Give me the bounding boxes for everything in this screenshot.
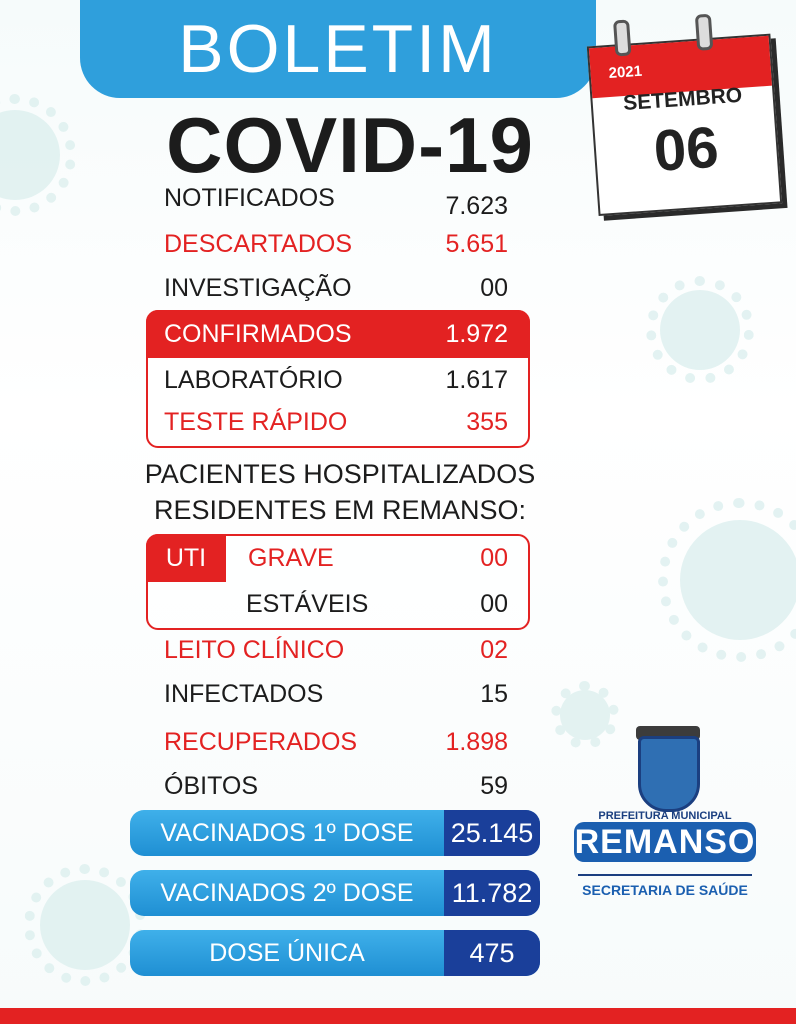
calendar-day: 06 <box>651 114 721 184</box>
stat-label: ESTÁVEIS <box>246 590 369 618</box>
stat-value: 1.972 <box>445 320 508 348</box>
stat-recuperados <box>164 724 508 760</box>
page-title: COVID-19 <box>166 101 534 189</box>
stat-confirmados <box>164 316 508 352</box>
header-title: BOLETIM <box>178 11 498 87</box>
calendar-ring-icon <box>613 19 631 56</box>
logo-city: REMANSO <box>574 823 756 861</box>
stat-grave <box>164 540 508 576</box>
stat-value: 00 <box>480 590 508 618</box>
stat-value: 1.898 <box>445 728 508 756</box>
stat-label: NOTIFICADOS <box>164 184 335 212</box>
coat-of-arms-icon <box>638 736 700 812</box>
stat-value: 00 <box>480 274 508 302</box>
stat-label: RECUPERADOS <box>164 728 358 756</box>
vaccine-single-dose-bar <box>130 930 540 976</box>
stat-label: LEITO CLÍNICO <box>164 636 345 664</box>
calendar-icon <box>586 24 778 212</box>
stat-value: 355 <box>466 408 508 436</box>
stat-value: 15 <box>480 680 508 708</box>
stat-label: GRAVE <box>248 544 334 572</box>
vaccine-label: DOSE ÚNICA <box>209 939 365 967</box>
stat-label: INFECTADOS <box>164 680 324 708</box>
logo-secretaria: SECRETARIA DE SAÚDE <box>582 882 748 898</box>
stat-value: 7.623 <box>445 192 508 220</box>
stat-label: INVESTIGAÇÃO <box>164 274 352 302</box>
hospital-title <box>110 456 570 528</box>
stat-descartados <box>164 226 508 262</box>
stat-label: TESTE RÁPIDO <box>164 408 348 436</box>
stat-value: 00 <box>480 544 508 572</box>
virus-decoration-icon <box>680 520 796 640</box>
vaccine-dose2-bar <box>130 870 540 916</box>
stat-value: 5.651 <box>445 230 508 258</box>
bottom-bar <box>0 1008 796 1024</box>
remanso-logo <box>572 726 758 906</box>
virus-decoration-icon <box>40 880 130 970</box>
uti-tag: UTI <box>146 534 226 582</box>
stat-notificados <box>164 180 508 220</box>
vaccine-dose1-bar <box>130 810 540 856</box>
stat-label: DESCARTADOS <box>164 230 353 258</box>
calendar-year: 2021 <box>608 62 643 82</box>
vaccine-label: VACINADOS 1º DOSE <box>160 819 414 847</box>
stat-label: ÓBITOS <box>164 772 259 800</box>
stat-investigacao <box>164 270 508 306</box>
stat-value: 02 <box>480 636 508 664</box>
stat-value: 59 <box>480 772 508 800</box>
hospital-title-line2: RESIDENTES EM REMANSO: <box>153 495 527 525</box>
stat-laboratorio <box>164 362 508 398</box>
logo-divider <box>578 874 752 876</box>
stat-infectados <box>164 676 508 712</box>
stat-label: LABORATÓRIO <box>164 366 343 394</box>
calendar-ring-icon <box>695 14 713 51</box>
vaccine-value: 475 <box>444 930 540 976</box>
stat-value: 1.617 <box>445 366 508 394</box>
calendar-page <box>587 34 782 216</box>
hospital-title-line1: PACIENTES HOSPITALIZADOS <box>144 459 536 489</box>
vaccine-value: 25.145 <box>444 810 540 856</box>
virus-decoration-icon <box>660 290 740 370</box>
stat-leito-clinico <box>164 632 508 668</box>
calendar-month: SETEMBRO <box>622 83 743 116</box>
vaccine-value: 11.782 <box>444 870 540 916</box>
stat-estaveis <box>164 586 508 622</box>
vaccine-label: VACINADOS 2º DOSE <box>160 879 414 907</box>
stat-teste-rapido <box>164 404 508 440</box>
logo-prefeitura: PREFEITURA MUNICIPAL <box>598 810 732 822</box>
header-banner <box>80 0 596 98</box>
stat-label: CONFIRMADOS <box>164 320 352 348</box>
stat-obitos <box>164 768 508 804</box>
